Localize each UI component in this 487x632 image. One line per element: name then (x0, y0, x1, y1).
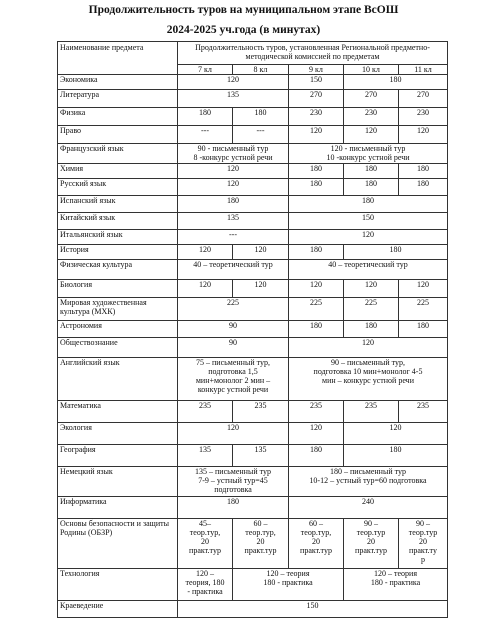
subject-name: Испанский язык (58, 196, 178, 213)
subject-name: Английский язык (58, 358, 178, 401)
duration-cell: 120 (289, 423, 344, 445)
subject-name: Основы безопасности и защиты Родины (ОБЗР) (58, 519, 178, 569)
duration-cell: 120 (178, 245, 233, 260)
duration-cell: 180 (399, 164, 448, 179)
subject-name: Краеведение (58, 601, 178, 618)
duration-cell: 180 (344, 179, 399, 196)
duration-cell: 135 (178, 90, 289, 108)
duration-cell: 135 (233, 445, 289, 467)
table-row (58, 213, 448, 230)
duration-cell: 120 (289, 126, 344, 144)
duration-cell: 225 (178, 298, 289, 321)
subject-name: Физика (58, 108, 178, 126)
duration-cell: 235 (178, 401, 233, 423)
subject-name: Итальянский язык (58, 230, 178, 245)
table-row (58, 338, 448, 358)
duration-cell: 240 (289, 497, 448, 519)
subject-name: Экономика (58, 75, 178, 90)
duration-cell: 120 (178, 164, 289, 179)
duration-cell: 230 (344, 108, 399, 126)
duration-cell: 120 (233, 280, 289, 298)
subject-name: Русский язык (58, 179, 178, 196)
grade-header: 11 кл (399, 65, 448, 75)
duration-cell: 150 (178, 601, 448, 618)
duration-cell: 235 (399, 401, 448, 423)
subject-name: Биология (58, 280, 178, 298)
table-row (58, 75, 448, 90)
duration-cell: 120 (344, 126, 399, 144)
table-row (58, 196, 448, 213)
table-row (58, 569, 448, 601)
duration-cell: 270 (289, 90, 344, 108)
subject-name: История (58, 245, 178, 260)
grade-header: 8 кл (233, 65, 289, 75)
table-row (58, 280, 448, 298)
subject-name: Информатика (58, 497, 178, 519)
duration-table (57, 41, 448, 618)
duration-cell: 180 (289, 245, 344, 260)
table-row (58, 90, 448, 108)
duration-cell: 180 (289, 321, 344, 338)
duration-cell: 120 (344, 423, 448, 445)
duration-cell: 180 – письменный тур 10-12 – устный тур=60 подготовка (289, 467, 448, 497)
duration-cell: 180 (344, 164, 399, 179)
duration-cell: 120 (178, 179, 289, 196)
table-row (58, 519, 448, 569)
table-row (58, 260, 448, 280)
duration-cell: 135 (178, 445, 233, 467)
duration-cell: 180 (344, 245, 448, 260)
table-row (58, 467, 448, 497)
duration-cell: 180 (289, 164, 344, 179)
duration-cell: 120 (399, 280, 448, 298)
subject-name: Китайский язык (58, 213, 178, 230)
duration-cell: 180 (289, 445, 344, 467)
duration-cell: 180 (289, 196, 448, 213)
duration-cell: 230 (399, 108, 448, 126)
duration-cell: 120 – теория, 180 - практика (178, 569, 233, 601)
duration-cell: 180 (178, 196, 289, 213)
duration-column-header: Продолжительность туров, установленная Региональной предметно-методической комиссией по предметам (178, 42, 448, 65)
table-row (58, 230, 448, 245)
duration-cell: 225 (289, 298, 344, 321)
duration-cell: 90 (178, 338, 289, 358)
document-subtitle: 2024-2025 уч.года (в минутах) (166, 24, 321, 36)
duration-cell: 225 (399, 298, 448, 321)
duration-cell: --- (233, 126, 289, 144)
subject-name: Французский язык (58, 144, 178, 164)
duration-cell: 180 (399, 321, 448, 338)
duration-cell: 225 (344, 298, 399, 321)
duration-cell: 120 - письменный тур 10 -конкурс устной речи (289, 144, 448, 164)
duration-cell: 90 (178, 321, 289, 338)
duration-cell: 180 (178, 497, 289, 519)
duration-cell: 135 – письменный тур 7-9 – устный тур=45 подготовка (178, 467, 289, 497)
grade-header: 10 кл (344, 65, 399, 75)
duration-cell: --- (178, 126, 233, 144)
duration-cell: 45– теор.тур, 20 практ.тур (178, 519, 233, 569)
duration-cell: 40 – теоретический тур (178, 260, 289, 280)
table-row (58, 144, 448, 164)
document-title: Продолжительность туров на муниципальном этапе ВсОШ (88, 4, 399, 16)
grade-header: 9 кл (289, 65, 344, 75)
subject-name: Мировая художественная культура (МХК) (58, 298, 178, 321)
duration-cell: 235 (233, 401, 289, 423)
duration-cell: 150 (289, 213, 448, 230)
duration-cell: 180 (344, 75, 448, 90)
table-row (58, 445, 448, 467)
duration-cell: 60 – теор.тур, 20 практ.тур (289, 519, 344, 569)
subject-name: Немецкий язык (58, 467, 178, 497)
duration-cell: 270 (344, 90, 399, 108)
subject-name: Технология (58, 569, 178, 601)
duration-cell: 75 – письменный тур, подготовка 1,5 мин+монолог 2 мин – конкурс устной речи (178, 358, 289, 401)
subject-name: Право (58, 126, 178, 144)
table-row (58, 321, 448, 338)
duration-cell: 235 (289, 401, 344, 423)
table-row (58, 401, 448, 423)
header-row (58, 42, 448, 65)
duration-cell: 90 – теор.тур 20 практ.тур (344, 519, 399, 569)
subject-name: Обществознание (58, 338, 178, 358)
duration-cell: 180 (344, 321, 399, 338)
duration-cell: 90 - письменный тур 8 -конкурс устной речи (178, 144, 289, 164)
subject-name: Астрономия (58, 321, 178, 338)
duration-cell: 120 (178, 75, 289, 90)
duration-cell: 120 (233, 245, 289, 260)
duration-cell: 60 – теор.тур, 20 практ.тур (233, 519, 289, 569)
duration-cell: 180 (233, 108, 289, 126)
duration-cell: 180 (344, 445, 448, 467)
table-row (58, 108, 448, 126)
table-row (58, 358, 448, 401)
duration-cell: 120 – теория 180 - практика (233, 569, 344, 601)
duration-cell: 40 – теоретический тур (289, 260, 448, 280)
subject-name: Экология (58, 423, 178, 445)
duration-cell: 120 (399, 126, 448, 144)
duration-cell: 120 – теория 180 - практика (344, 569, 448, 601)
subject-name: Химия (58, 164, 178, 179)
subject-name: Физическая культура (58, 260, 178, 280)
subject-name: Литература (58, 90, 178, 108)
duration-cell: 120 (289, 230, 448, 245)
subject-column-header: Наименование предмета (58, 42, 178, 75)
table-row (58, 497, 448, 519)
duration-cell: 180 (178, 108, 233, 126)
table-row (58, 164, 448, 179)
duration-cell: 270 (399, 90, 448, 108)
grade-header: 7 кл (178, 65, 233, 75)
duration-cell: 120 (178, 280, 233, 298)
duration-cell: 120 (344, 280, 399, 298)
table-row (58, 601, 448, 618)
table-row (58, 298, 448, 321)
table-row (58, 179, 448, 196)
duration-cell: --- (178, 230, 289, 245)
table-row (58, 126, 448, 144)
duration-cell: 235 (344, 401, 399, 423)
duration-cell: 135 (178, 213, 289, 230)
duration-cell: 180 (399, 179, 448, 196)
subject-name: Математика (58, 401, 178, 423)
table-row (58, 423, 448, 445)
duration-cell: 120 (178, 423, 289, 445)
duration-cell: 150 (289, 75, 344, 90)
duration-cell: 120 (289, 338, 448, 358)
duration-cell: 120 (289, 280, 344, 298)
duration-cell: 180 (289, 179, 344, 196)
table-row (58, 245, 448, 260)
duration-cell: 90 – письменный тур, подготовка 10 мин+монолог 4-5 мин – конкурс устной речи (289, 358, 448, 401)
duration-cell: 230 (289, 108, 344, 126)
subject-name: География (58, 445, 178, 467)
duration-cell: 90 – теор.тур 20 практ.ту р (399, 519, 448, 569)
